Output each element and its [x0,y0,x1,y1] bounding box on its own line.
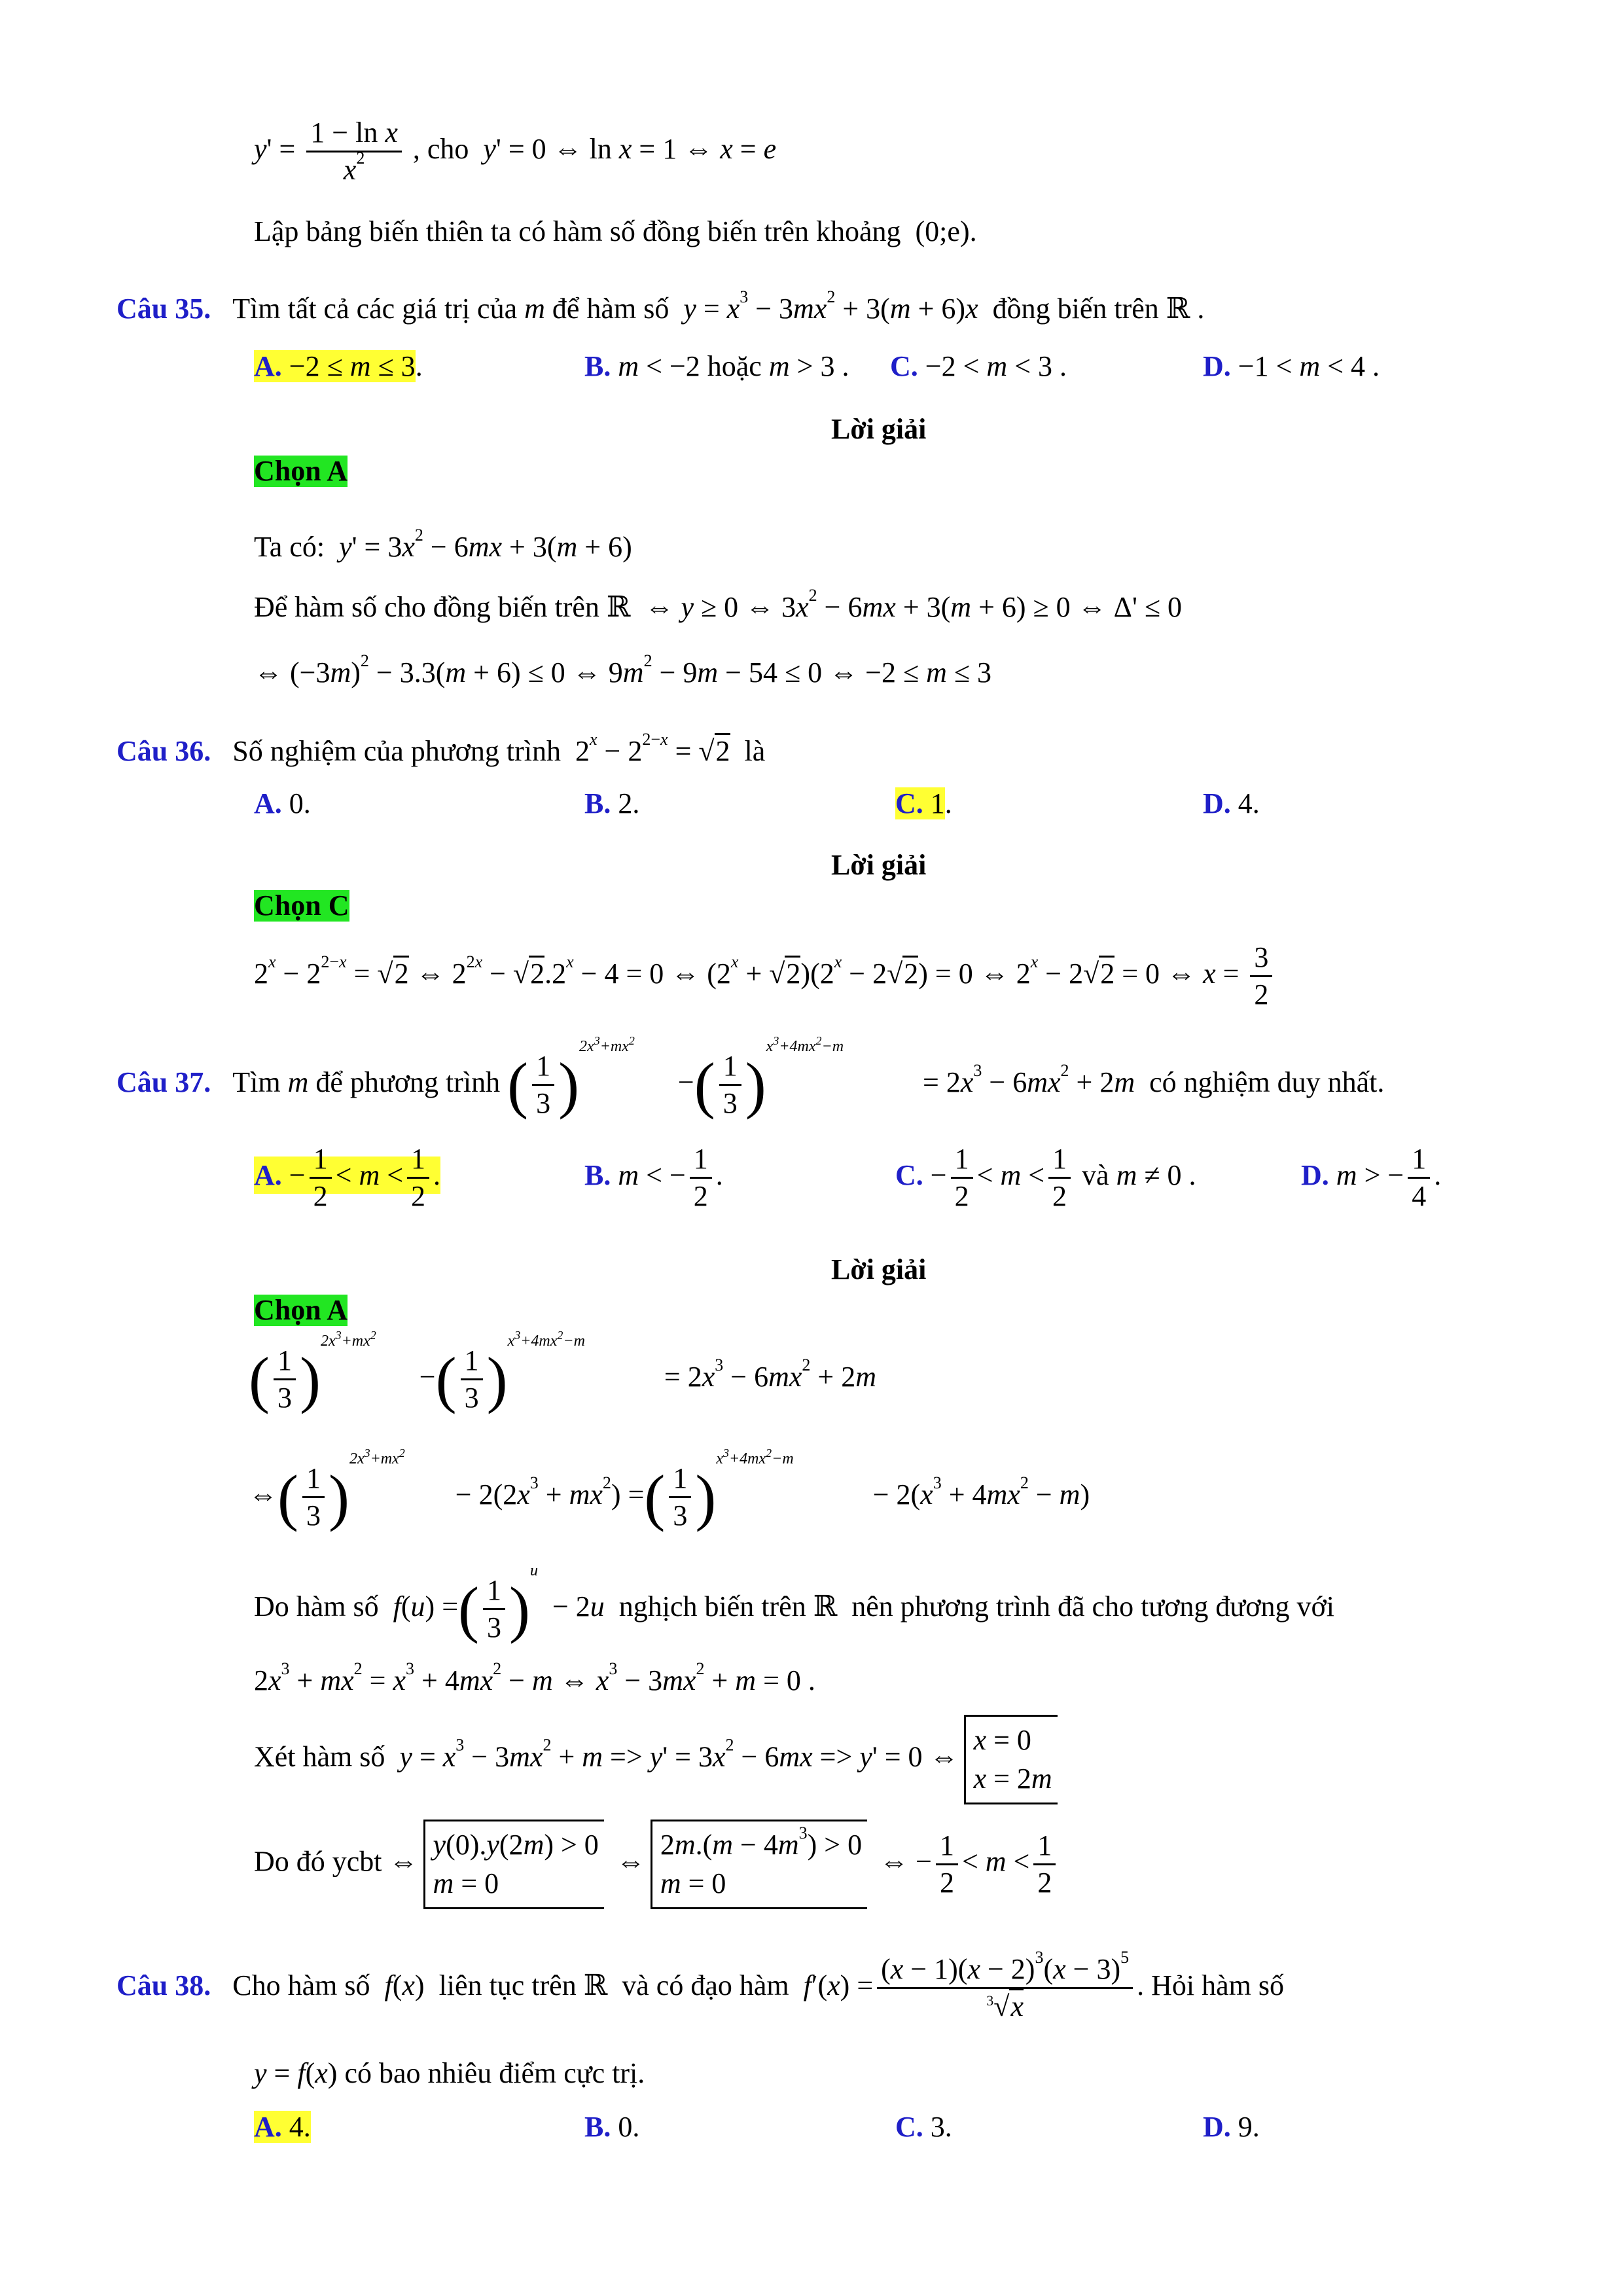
q35-sol-line1: Ta có: $y' = 3x^2 - 6mx + 3(m + 6)$ [254,526,632,563]
q35-solution-title: Lời giải [831,413,927,445]
q36-sol-line: $2^x - 2^{2-x} = √2$ ⇔ $2^{2x} - √2.2^x - 4 = 0$ ⇔ $(2^x + √2)(2^x - 2√2) = 0$ ⇔ $2^x - 2√2 = 0$ ⇔ x = $\frac{3}{2}$ [254,942,1276,1010]
q37-option-a[interactable]: A. − $\frac{1}{2}$ < m < $\frac{1}{2}$ . [254,1143,441,1213]
q35-text1: Tìm tất cả các giá trị của [232,293,518,325]
q36-label: Câu 36. [116,735,211,767]
q35-text3: đồng biến trên [992,293,1159,325]
q37-option-b[interactable]: B. m < − $\frac{1}{2}$ . [584,1143,723,1213]
q37-sol-line4: $2x^3 + mx^2 = x^3 + 4mx^2 - m$ ⇔ $x^3 - 3mx^2 + m = 0$ . [254,1659,815,1696]
q36-option-c[interactable]: C. 1. [895,787,952,819]
q37-sol-line6: Do đó ycbt ⇔y(0).y(2m) > 0 m = 0 ⇔2m.(m − $4m^3) > 0$ m = 0 ⇔ − $\frac{1}{2}$ < m < $\frac{1}{2}$ [254,1820,1060,1909]
q38-option-d[interactable]: D. 9. [1203,2111,1260,2143]
q35-text2: để hàm số [552,293,669,325]
q38-question-line2: y = f(x) có bao nhiêu điểm cực trị. [254,2057,645,2089]
q35-option-a[interactable]: A. −2 ≤ m ≤ 3. [254,350,423,382]
q35-option-d[interactable]: D. −1 < m < 4 . [1203,350,1380,382]
q35-option-b[interactable]: B. m < −2 hoặc m > 3 . [584,350,849,382]
q35-question: Câu 35. Tìm tất cả các giá trị của m để hàm số $y = x^3 - 3mx^2 + 3(m + 6)x$ đồng biến trên ℝ . [116,287,1205,325]
fraction-1-lnx-over-x2: $\frac{\text{1 − ln x}}{x^2}$ [306,118,402,185]
q37-option-d[interactable]: D. m > − $\frac{1}{4}$ . [1301,1143,1442,1213]
q38-label: Câu 38. [116,1969,211,2001]
derivative-line: y' = $\frac{\text{1 − ln x}}{x^2}$ , cho y' = 0 ⇔ ln x = 1 ⇔ x = e [254,117,777,187]
q37-option-c[interactable]: C. − $\frac{1}{2}$ < m < $\frac{1}{2}$ và m ≠ 0 . [895,1143,1196,1213]
q35-choice: Chọn A [254,455,348,487]
q37-solution-title: Lời giải [831,1253,927,1285]
q36-question: Câu 36. Số nghiệm của phương trình $2^x - 2^{2-x} = √2$ là [116,730,766,767]
q36-option-b[interactable]: B. 2. [584,787,640,819]
q37-choice: Chọn A [254,1294,348,1326]
variation-text: Lập bảng biến thiên ta có hàm số đồng biến trên khoảng [254,215,901,247]
q35-label: Câu 35. [116,293,211,325]
q36-choice: Chọn C [254,889,349,922]
cho-text: , cho [412,132,469,165]
q37-sol-line3: Do hàm số f(u) =( $\frac{1}{3}$ )$^u$ − 2u nghịch biến trên ℝ nên phương trình đã cho tương đương với [254,1562,1335,1644]
q38-question: Câu 38. Cho hàm số f(x) liên tục trên ℝ và có đạo hàm f′(x) = $\frac{(x - 1)(x - 2)^3(x - 3)^5}{^3√x}$ . Hỏi hàm số [116,1948,1284,2023]
q36-solution-title: Lời giải [831,849,927,881]
variation-table-line: Lập bảng biến thiên ta có hàm số đồng biến trên khoảng (0;e). [254,215,977,247]
q37-sol-line2: ⇔( $\frac{1}{3}$ )$^{2x^3+mx^2}$ − $2(2x^3 + mx^2)$ =( $\frac{1}{3}$ )$^{x^3+4mx^2-m}$ − $2(x^3 + 4mx^2 - m)$ [249,1446,1090,1532]
q36-option-a[interactable]: A. 0. [254,787,311,819]
q35-sol-line2: Để hàm số cho đồng biến trên ℝ ⇔ y ≥ 0 ⇔ $3x^2 - 6mx + 3(m + 6) \ge 0$ ⇔ Δ' ≤ 0 [254,586,1183,623]
q37-sol-line1: ( $\frac{1}{3}$ )$^{2x^3+mx^2}$ −( $\frac{1}{3}$ )$^{x^3+4mx^2-m}$ = $2x^3 - 6mx^2 + 2m$ [249,1329,877,1414]
q35-sol-line3: ⇔ $(-3m)^2 - 3.3(m + 6) \le 0$ ⇔ $9m^2 - 9m - 54 \le 0$ ⇔ −2 ≤ m ≤ 3 [254,651,992,689]
q37-sol-line5: Xét hàm số $y = x^3 - 3mx^2 + m => y' = 3x^2 - 6mx => y' = 0$ ⇔x = 0 x = 2m [254,1715,1063,1804]
q38-option-b[interactable]: B. 0. [584,2111,640,2143]
q37-question: Câu 37. Tìm m để phương trình ( $\frac{1}{3}$ )$^{2x^3+mx^2}$ −( $\frac{1}{3}$ )$^{x^3+4mx^2-m}$ = $2x^3 - 6mx^2 + 2m$ có nghiệm duy nhất. [116,1034,1385,1120]
q38-option-a[interactable]: A. 4. [254,2111,311,2143]
q35-option-c[interactable]: C. −2 < m < 3 . [890,350,1067,382]
q36-option-d[interactable]: D. 4. [1203,787,1260,819]
q38-option-c[interactable]: C. 3. [895,2111,952,2143]
q37-label: Câu 37. [116,1066,211,1098]
